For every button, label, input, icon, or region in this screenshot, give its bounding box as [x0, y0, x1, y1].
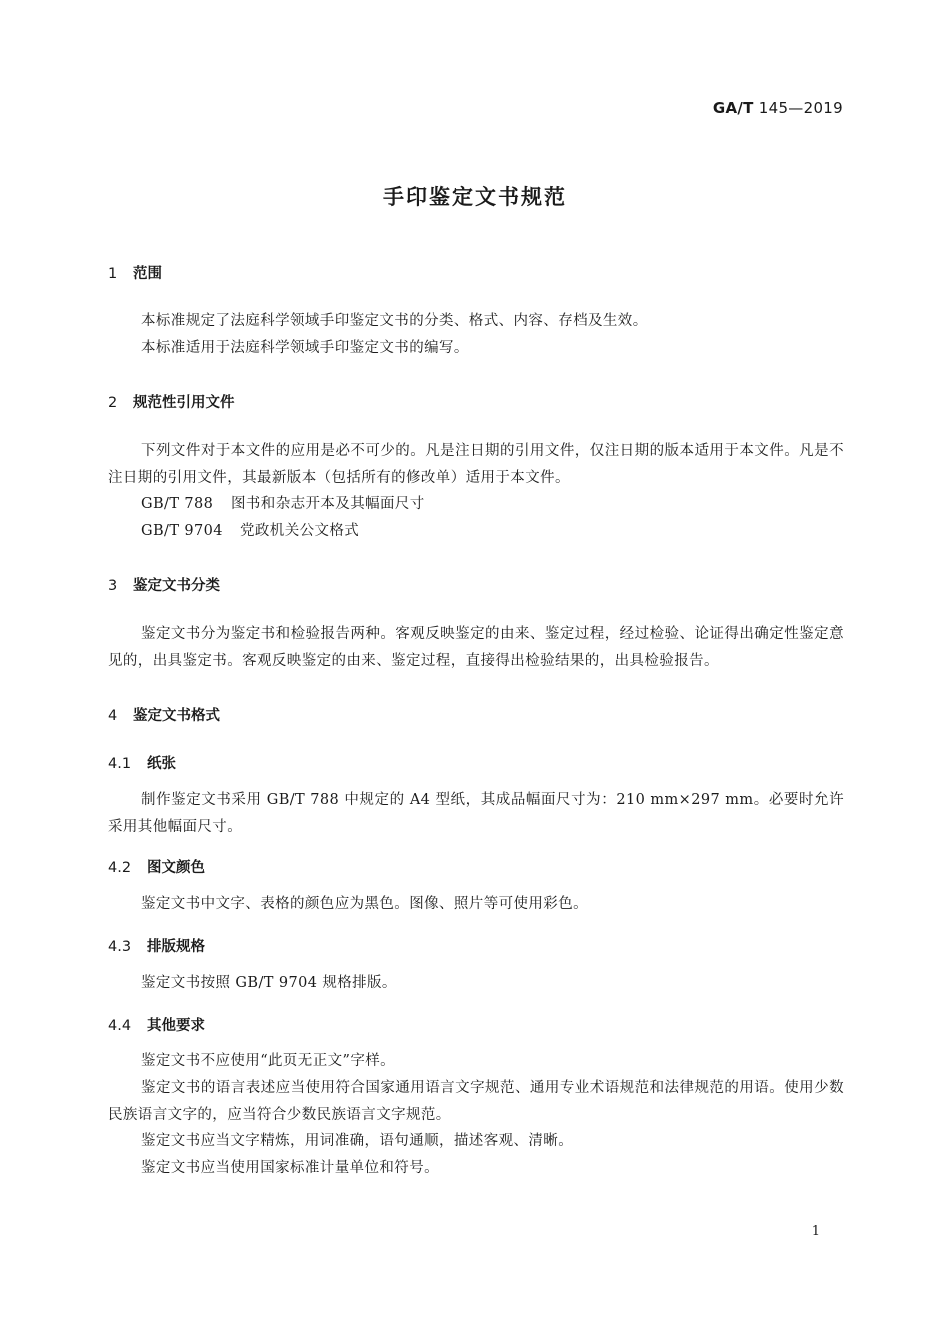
section-number: 1 — [108, 266, 118, 282]
normative-reference-2 — [141, 518, 844, 545]
section-2-paragraph-1: 下列文件对于本文件的应用是必不可少的。凡是注日期的引用文件，仅注日期的版本适用于本文件。凡是不注日期的引用文件，其最新版本（包括所有的修改单）适用于本文件。 — [108, 443, 844, 486]
reference-code: GB/T 788 — [141, 496, 214, 512]
section-title: 图文颜色 — [147, 860, 205, 876]
section-4-3-paragraph-1: 鉴定文书按照 GB/T 9704 规格排版。 — [141, 975, 397, 991]
reference-title: 图书和杂志开本及其幅面尺寸 — [231, 496, 425, 512]
section-4-4-paragraph-3: 鉴定文书应当文字精炼，用词准确，语句通顺，描述客观、清晰。 — [141, 1133, 574, 1149]
section-number: 4.2 — [108, 860, 132, 876]
section-title: 纸张 — [147, 756, 176, 772]
section-number: 4.3 — [108, 939, 132, 955]
page-number: 1 — [811, 1224, 820, 1239]
section-4-4-heading — [108, 1014, 205, 1035]
standard-code-number: 145—2019 — [758, 99, 843, 117]
section-4-4-paragraph-1: 鉴定文书不应使用“此页无正文”字样。 — [141, 1053, 396, 1069]
section-title: 范围 — [133, 266, 162, 282]
document-title: 手印鉴定文书规范 — [383, 185, 567, 209]
section-number: 3 — [108, 578, 118, 594]
section-2-heading — [108, 391, 235, 412]
section-1-paragraph-1: 本标准规定了法庭科学领域手印鉴定文书的分类、格式、内容、存档及生效。 — [141, 313, 648, 329]
section-3-paragraph-1: 鉴定文书分为鉴定书和检验报告两种。客观反映鉴定的由来、鉴定过程，经过检验、论证得出确定性鉴定意见的，出具鉴定书。客观反映鉴定的由来、鉴定过程，直接得出检验结果的，出具检验报告。 — [108, 626, 844, 669]
section-number: 2 — [108, 395, 118, 411]
section-4-4-paragraph-4: 鉴定文书应当使用国家标准计量单位和符号。 — [141, 1160, 439, 1176]
normative-reference-1 — [141, 491, 844, 518]
reference-title: 党政机关公文格式 — [240, 523, 360, 539]
section-4-heading — [108, 704, 220, 725]
section-4-1-paragraph-1: 制作鉴定文书采用 GB/T 788 中规定的 A4 型纸，其成品幅面尺寸为：210 mm×297 mm。必要时允许采用其他幅面尺寸。 — [108, 792, 844, 835]
section-title: 其他要求 — [147, 1018, 205, 1034]
section-title: 鉴定文书分类 — [133, 578, 220, 594]
section-1-heading — [108, 262, 162, 283]
section-title: 规范性引用文件 — [133, 395, 235, 411]
section-title: 排版规格 — [147, 939, 205, 955]
section-number: 4.4 — [108, 1018, 132, 1034]
section-3-heading — [108, 574, 220, 595]
standard-code-prefix: GA/T — [712, 99, 754, 117]
standard-code — [713, 99, 843, 117]
section-4-4-paragraph-2: 鉴定文书的语言表述应当使用符合国家通用语言文字规范、通用专业术语规范和法律规范的用语。使用少数民族语言文字的，应当符合少数民族语言文字规范。 — [108, 1080, 844, 1123]
section-title: 鉴定文书格式 — [133, 708, 220, 724]
section-number: 4.1 — [108, 756, 132, 772]
section-4-3-heading — [108, 935, 205, 956]
section-4-1-heading — [108, 752, 176, 773]
section-1-paragraph-2: 本标准适用于法庭科学领域手印鉴定文书的编写。 — [141, 340, 469, 356]
section-4-2-heading — [108, 856, 205, 877]
section-4-2-paragraph-1: 鉴定文书中文字、表格的颜色应为黑色。图像、照片等可使用彩色。 — [141, 896, 588, 912]
reference-code: GB/T 9704 — [141, 523, 223, 539]
section-number: 4 — [108, 708, 118, 724]
